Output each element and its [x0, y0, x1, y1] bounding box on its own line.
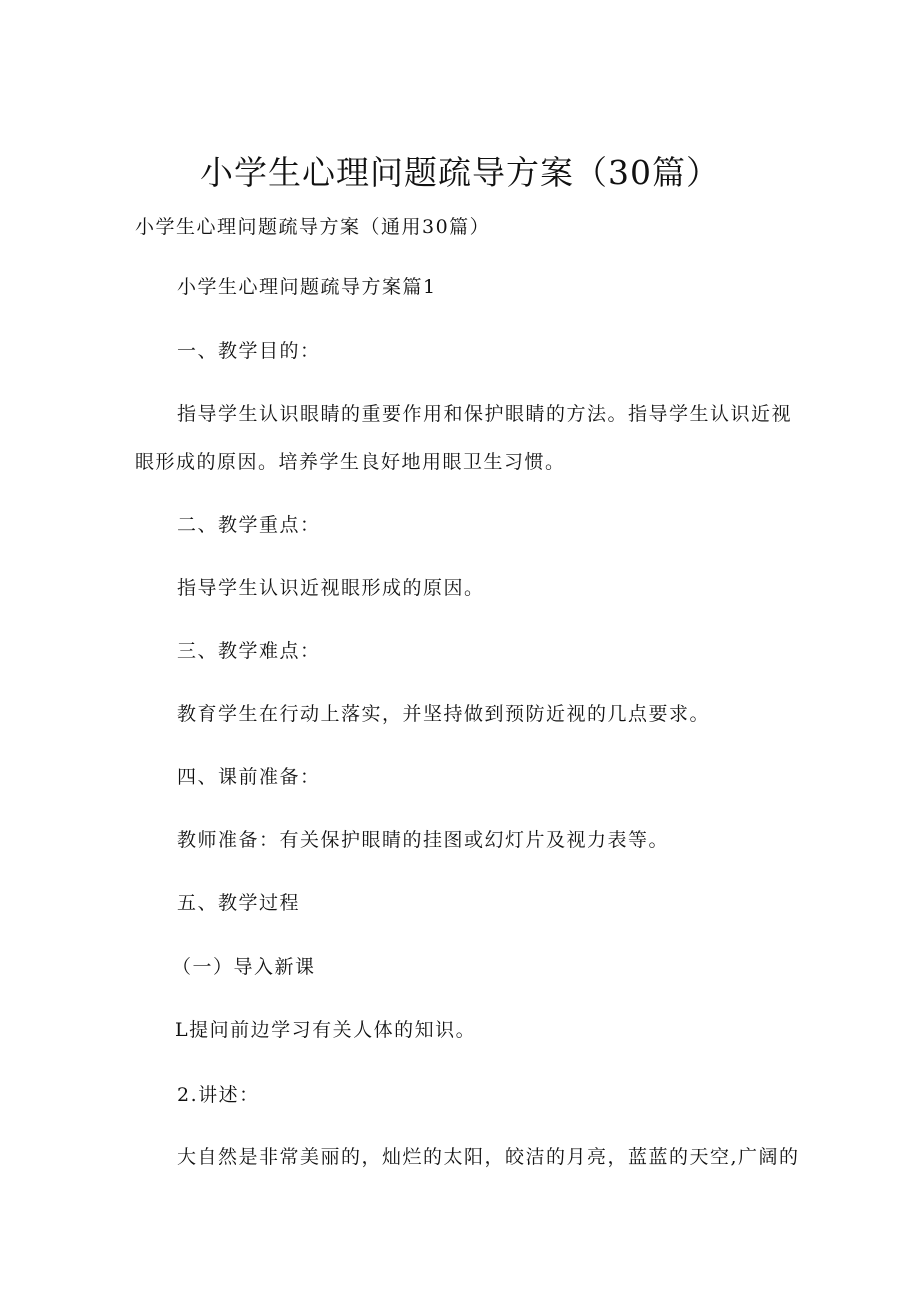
paragraph-key-points: 指导学生认识近视眼形成的原因。 [177, 577, 485, 599]
section-heading: 小学生心理问题疏导方案篇1 [177, 276, 437, 298]
heading-difficulties: 三、教学难点： [177, 640, 321, 662]
list-item-2: 2.讲述： [177, 1084, 260, 1106]
document-title: 小学生心理问题疏导方案（30篇） [200, 153, 720, 192]
paragraph-preparation: 教师准备：有关保护眼睛的挂图或幻灯片及视力表等。 [177, 829, 670, 851]
document-subtitle: 小学生心理问题疏导方案（通用30篇） [135, 216, 491, 238]
paragraph-nature: 大自然是非常美丽的，灿烂的太阳，皎洁的月亮，蓝蓝的天空,广阔的 [177, 1146, 800, 1168]
list-item-1: L提问前边学习有关人体的知识。 [175, 1019, 477, 1041]
heading-preparation: 四、课前准备： [177, 766, 321, 788]
heading-key-points: 二、教学重点： [177, 514, 321, 536]
subheading-intro: （一）导入新课 [172, 956, 316, 978]
heading-teaching-goal: 一、教学目的： [177, 340, 321, 362]
heading-process: 五、教学过程 [177, 892, 301, 914]
paragraph-difficulties: 教育学生在行动上落实，并坚持做到预防近视的几点要求。 [177, 703, 711, 725]
paragraph-goal-line-2: 眼形成的原因。培养学生良好地用眼卫生习惯。 [135, 451, 566, 473]
paragraph-goal-line-1: 指导学生认识眼睛的重要作用和保护眼睛的方法。指导学生认识近视 [177, 403, 793, 425]
